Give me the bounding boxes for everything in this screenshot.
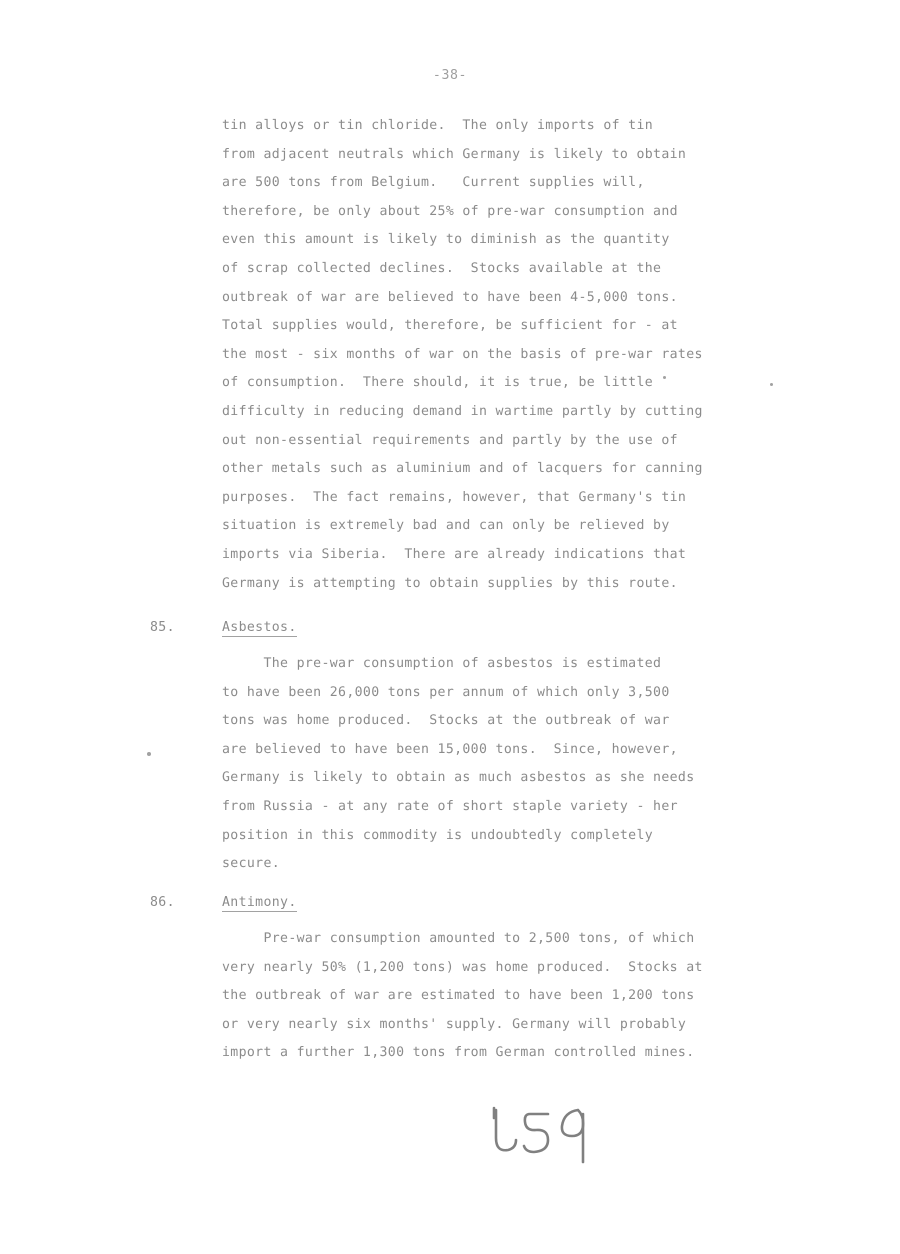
scan-speck [147, 752, 151, 756]
section-heading [150, 620, 750, 637]
text-line: from adjacent neutrals which Germany is likely to obtain [222, 146, 687, 162]
text-line: of consumption. There should, it is true, be little [222, 375, 654, 391]
text-line: tons was home produced. Stocks at the outbreak of war [222, 713, 670, 729]
section-title: Antimony. [222, 895, 297, 910]
text-line: or very nearly six months' supply. Germany will probably [222, 1016, 687, 1032]
text-line: secure. [222, 856, 281, 872]
text-line: of scrap collected declines. Stocks available at the [222, 260, 662, 276]
text-line: The pre-war consumption of asbestos is estimated [222, 656, 662, 671]
paragraph-tin [222, 112, 742, 598]
handwritten-folio-number [478, 1098, 598, 1178]
text-line: therefore, be only about 25% of pre-war consumption and [222, 203, 678, 219]
paragraph-antimony [222, 925, 742, 1068]
text-line: are 500 tons from Belgium. Current supplies will, [222, 175, 645, 191]
text-line: to have been 26,000 tons per annum of which only 3,500 [222, 684, 670, 700]
text-line: difficulty in reducing demand in wartime partly by cutting [222, 403, 703, 419]
scan-speck [770, 383, 773, 386]
text-line: Pre-war consumption amounted to 2,500 tons, of which [222, 931, 695, 946]
text-line: outbreak of war are believed to have been 4-5,000 tons. [222, 289, 678, 305]
text-line: are believed to have been 15,000 tons. Since, however, [222, 741, 678, 757]
paragraph-asbestos [222, 650, 742, 879]
page-number: -38- [432, 68, 468, 83]
section-heading [150, 895, 750, 912]
section-number: 86. [150, 895, 175, 910]
text-line: Germany is attempting to obtain supplies by this route. [222, 575, 678, 591]
text-line: the most - six months of war on the basis of pre-war rates [222, 346, 703, 362]
text-line: other metals such as aluminium and of lacquers for canning [222, 461, 703, 477]
text-line: situation is extremely bad and can only be relieved by [222, 518, 670, 534]
section-antimony [150, 895, 750, 912]
section-asbestos [150, 620, 750, 637]
text-line: Total supplies would, therefore, be sufficient for - at [222, 318, 678, 334]
section-title: Asbestos. [222, 620, 297, 635]
text-line: import a further 1,300 tons from German controlled mines. [222, 1045, 695, 1061]
text-line: tin alloys or tin chloride. The only imports of tin [222, 118, 654, 133]
text-line: position in this commodity is undoubtedly completely [222, 827, 654, 843]
text-line: purposes. The fact remains, however, that Germany's tin [222, 489, 687, 505]
text-line: imports via Siberia. There are already indications that [222, 546, 687, 562]
text-line: even this amount is likely to diminish as the quantity [222, 232, 670, 248]
text-line: the outbreak of war are estimated to have been 1,200 tons [222, 988, 695, 1004]
text-line: Germany is likely to obtain as much asbestos as she needs [222, 770, 695, 786]
text-line: from Russia - at any rate of short staple variety - her [222, 798, 678, 814]
text-line: out non-essential requirements and partly by the use of [222, 432, 678, 448]
section-number: 85. [150, 620, 175, 635]
text-line: very nearly 50% (1,200 tons) was home produced. Stocks at [222, 959, 703, 975]
